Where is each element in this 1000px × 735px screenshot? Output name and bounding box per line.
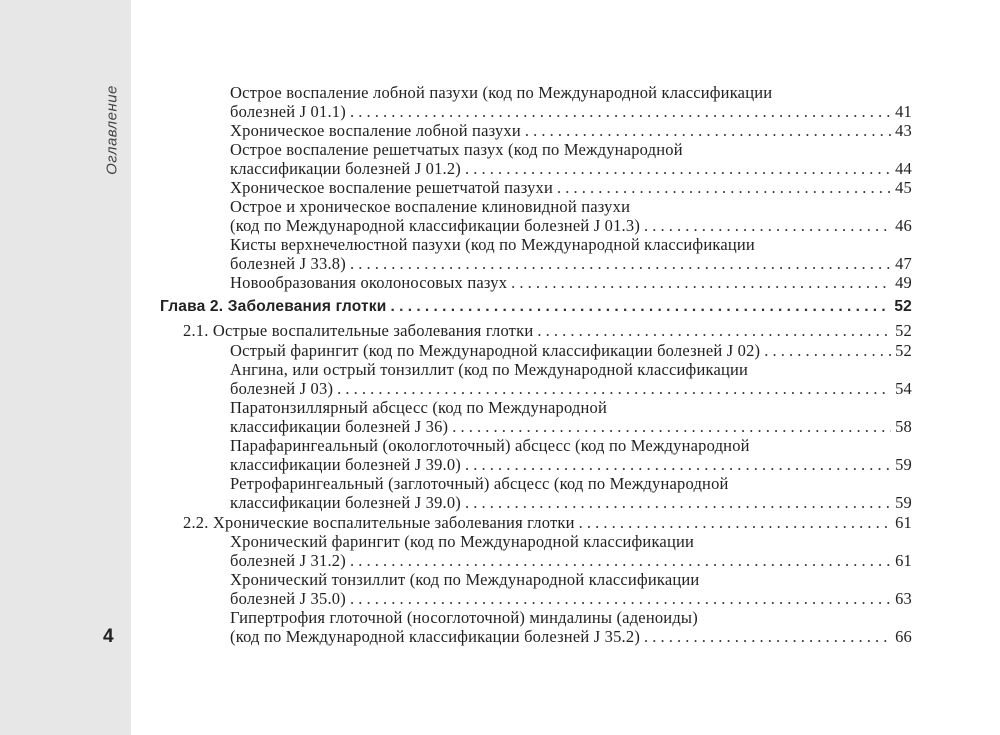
toc-page-number: 58 <box>895 417 912 436</box>
toc-entry-text: классификации болезней J 39.0) <box>230 455 462 474</box>
toc-page-number: 43 <box>895 121 912 140</box>
toc-page-number: 61 <box>895 513 912 532</box>
dot-leader <box>511 273 891 292</box>
toc-entry <box>230 178 912 197</box>
page-number: 4 <box>103 626 114 647</box>
toc-entry-text: Острое воспаление решетчатых пазух (код по Международной <box>230 140 683 159</box>
toc-entry-text: Хронический фарингит (код по Международной классификации <box>230 532 695 551</box>
toc-entry-line <box>230 398 607 417</box>
toc-page-number: 59 <box>895 493 912 512</box>
toc-entry-line <box>230 532 694 551</box>
toc-entry-text: классификации болезней J 36) <box>230 417 449 436</box>
toc-page-number: 49 <box>895 273 912 292</box>
dot-leader <box>525 121 891 140</box>
toc-page-number: 44 <box>895 159 912 178</box>
dot-leader <box>644 216 891 235</box>
dot-leader <box>557 178 891 197</box>
toc-entry-text: болезней J 33.8) <box>230 254 346 273</box>
toc-section-title: 2.1. Острые воспалительные заболевания глотки <box>183 321 534 340</box>
toc-entry-text: болезней J 01.1) <box>230 102 346 121</box>
dot-leader <box>350 254 891 273</box>
toc-entry-line <box>230 235 755 254</box>
toc-entry-text: Ангина, или острый тонзиллит (код по Международной классификации <box>230 360 749 379</box>
toc-entry-line <box>230 83 772 102</box>
toc-entry <box>230 121 912 140</box>
toc-entry <box>230 551 912 570</box>
dot-leader <box>390 297 890 316</box>
toc-page-number: 46 <box>895 216 912 235</box>
toc-entry <box>230 102 912 121</box>
toc-entry <box>230 379 912 398</box>
toc-entry <box>230 159 912 178</box>
toc-entry-line <box>230 570 699 589</box>
dot-leader <box>764 341 891 360</box>
toc-entry-text: болезней J 03) <box>230 379 334 398</box>
toc-entry-text: Острое и хроническое воспаление клиновидной пазухи <box>230 197 631 216</box>
toc-entry-line <box>230 140 683 159</box>
toc-entry <box>230 455 912 474</box>
toc-entry <box>230 417 912 436</box>
toc-entry-text: Ретрофарингеальный (заглоточный) абсцесс (код по Международной <box>230 474 729 493</box>
toc-entry <box>230 341 912 360</box>
toc-entry-line <box>230 608 698 627</box>
toc-entry-text: классификации болезней J 39.0) <box>230 493 462 512</box>
toc-page-number: 54 <box>895 379 912 398</box>
toc-entry-text: Новообразования околоносовых пазух <box>230 273 508 292</box>
toc-entry-line <box>230 474 729 493</box>
toc-entry <box>230 493 912 512</box>
toc-page-number: 61 <box>895 551 912 570</box>
toc-page-number: 66 <box>895 627 912 646</box>
toc-page-number: 52 <box>894 298 912 315</box>
toc-chapter-title: Глава 2. Заболевания глотки <box>160 298 387 315</box>
toc-page-number: 45 <box>895 178 912 197</box>
toc-chapter-entry <box>160 297 912 316</box>
toc-entry-text: Хронический тонзиллит (код по Международной классификации <box>230 570 700 589</box>
toc-entry <box>230 627 912 646</box>
toc-page-number: 63 <box>895 589 912 608</box>
toc-entry-text: Хроническое воспаление лобной пазухи <box>230 121 521 140</box>
toc-page-number: 41 <box>895 102 912 121</box>
toc-page-number: 47 <box>895 254 912 273</box>
toc-entry-text: Парафарингеальный (окологлоточный) абсцесс (код по Международной <box>230 436 750 455</box>
toc-page-number: 52 <box>895 321 912 340</box>
toc-entry-text: (код по Международной классификации болезней J 35.2) <box>230 627 641 646</box>
toc-entry-line <box>230 436 750 455</box>
dot-leader <box>465 455 891 474</box>
toc-entry-text: Гипертрофия глоточной (носоглоточной) миндалины (аденоиды) <box>230 608 698 627</box>
toc-entry-text: классификации болезней J 01.2) <box>230 159 462 178</box>
toc-entry <box>230 589 912 608</box>
toc-entry-line <box>230 197 630 216</box>
dot-leader <box>465 159 891 178</box>
toc-entry-text: болезней J 31.2) <box>230 551 346 570</box>
dot-leader <box>537 321 891 340</box>
toc-page-number: 59 <box>895 455 912 474</box>
toc-section-entry <box>183 513 912 532</box>
dot-leader <box>465 493 891 512</box>
toc-entry-text: (код по Международной классификации болезней J 01.3) <box>230 216 641 235</box>
dot-leader <box>350 551 891 570</box>
toc-entry <box>230 216 912 235</box>
toc-entry-text: Острый фарингит (код по Международной классификации болезней J 02) <box>230 341 761 360</box>
dot-leader <box>350 589 891 608</box>
toc-entry-text: болезней J 35.0) <box>230 589 346 608</box>
dot-leader <box>337 379 891 398</box>
dot-leader <box>644 627 891 646</box>
dot-leader <box>350 102 891 121</box>
toc-entry-text: Острое воспаление лобной пазухи (код по Международной классификации <box>230 83 773 102</box>
toc-section-entry <box>183 321 912 340</box>
toc-entry <box>230 254 912 273</box>
running-title: Оглавление <box>103 85 121 175</box>
dot-leader <box>579 513 891 532</box>
toc-entry-text: Хроническое воспаление решетчатой пазухи <box>230 178 553 197</box>
toc-entry-line <box>230 360 748 379</box>
page-margin-band <box>0 0 131 735</box>
toc-entry-text: Паратонзиллярный абсцесс (код по Международной <box>230 398 608 417</box>
toc-entry-text: Кисты верхнечелюстной пазухи (код по Международной классификации <box>230 235 755 254</box>
toc-entry <box>230 273 912 292</box>
dot-leader <box>452 417 891 436</box>
toc-page-number: 52 <box>895 341 912 360</box>
toc-section-title: 2.2. Хронические воспалительные заболевания глотки <box>183 513 575 532</box>
